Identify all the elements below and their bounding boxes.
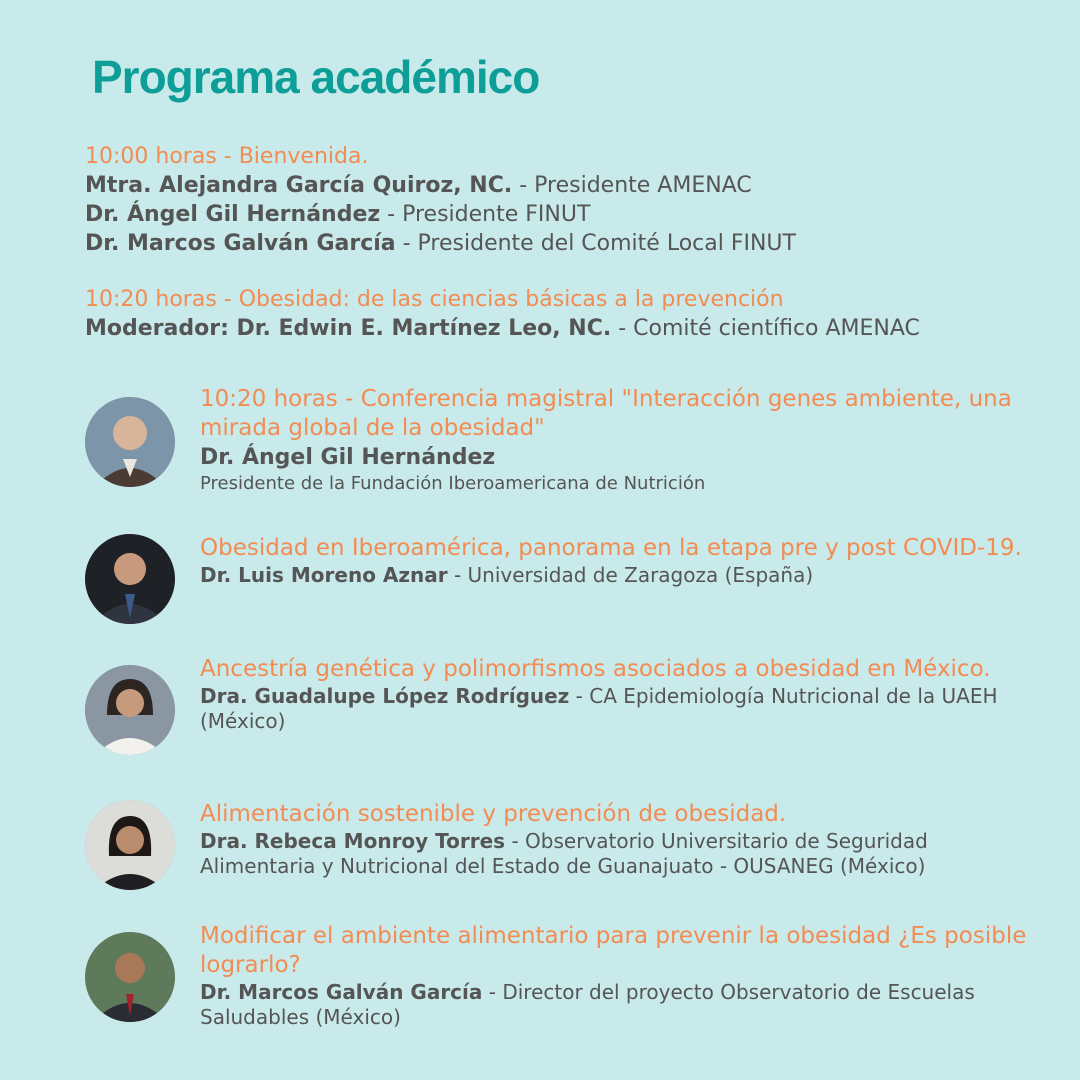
welcome-section (85, 142, 796, 258)
page-title: Programa académico (92, 51, 540, 103)
talk-title: Obesidad en Iberoamérica, panorama en la etapa pre y post COVID-19. (200, 535, 1022, 561)
speaker-name: Dr. Ángel Gil Hernández (200, 445, 496, 470)
host-name: Dr. Marcos Galván García (85, 231, 396, 256)
talk-title: Alimentación sostenible y prevención de obesidad. (200, 801, 787, 827)
speaker-affiliation: - Director del proyecto Observatorio de Escuelas Saludables (México) (200, 980, 975, 1029)
speaker-photo (85, 800, 175, 890)
session-section (85, 285, 920, 343)
speaker-affiliation: - Observatorio Universitario de Seguridad Alimentaria y Nutricional del Estado de Guanajuato - OUSANEG (México) (200, 829, 928, 878)
moderator-line (85, 314, 920, 343)
speaker-name: Dra. Rebeca Monroy Torres (200, 829, 506, 853)
host-role: - Presidente FINUT (380, 202, 591, 227)
talk-title: Modificar el ambiente alimentario para prevenir la obesidad ¿Es posible lograrlo? (200, 923, 1027, 978)
welcome-line (85, 171, 796, 200)
welcome-heading: 10:00 horas - Bienvenida. (85, 144, 369, 169)
speaker-photo (85, 665, 175, 755)
welcome-line (85, 229, 796, 258)
speaker-affiliation: - CA Epidemiología Nutricional de la UAEH (México) (200, 684, 998, 733)
host-name: Mtra. Alejandra García Quiroz, NC. (85, 173, 513, 198)
host-role: - Presidente AMENAC (512, 173, 752, 198)
speaker-affiliation: Presidente de la Fundación Iberoamericana de Nutrición (200, 473, 706, 494)
talk-title: 10:20 horas - Conferencia magistral "Interacción genes ambiente, una mirada global de la obesidad" (200, 386, 1012, 441)
moderator-name: Moderador: Dr. Edwin E. Martínez Leo, NC. (85, 316, 612, 341)
speaker-photo (85, 932, 175, 1022)
moderator-role: - Comité científico AMENAC (611, 316, 920, 341)
speaker-name: Dra. Guadalupe López Rodríguez (200, 684, 570, 708)
host-name: Dr. Ángel Gil Hernández (85, 202, 381, 227)
welcome-line (85, 200, 796, 229)
speaker-photo (85, 534, 175, 624)
host-role: - Presidente del Comité Local FINUT (395, 231, 796, 256)
talk-title: Ancestría genética y polimorfismos asociados a obesidad en México. (200, 656, 991, 682)
speaker-name: Dr. Marcos Galván García (200, 980, 483, 1004)
speaker-photo (85, 397, 175, 487)
speaker-name: Dr. Luis Moreno Aznar (200, 563, 448, 587)
session-heading: 10:20 horas - Obesidad: de las ciencias básicas a la prevención (85, 287, 784, 312)
speaker-affiliation: - Universidad de Zaragoza (España) (447, 563, 814, 587)
